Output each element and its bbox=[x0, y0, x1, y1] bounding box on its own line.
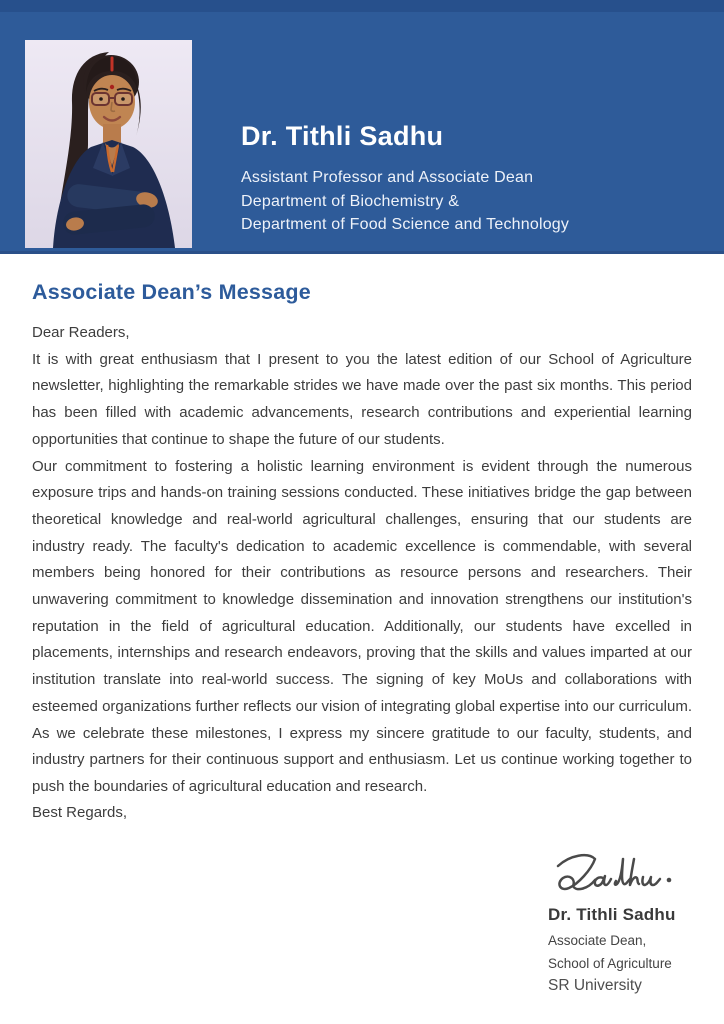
signature-block bbox=[548, 850, 708, 995]
salutation: Dear Readers, bbox=[32, 324, 130, 341]
message-body bbox=[32, 320, 692, 801]
signature-school: School of Agriculture bbox=[548, 956, 672, 971]
message-heading: Associate Dean’s Message bbox=[32, 280, 311, 304]
signature-name: Dr. Tithli Sadhu bbox=[548, 905, 676, 924]
header-band bbox=[0, 0, 724, 254]
message-paragraph-1: It is with great enthusiasm that I present to you the latest edition of our School of Agriculture newsletter, highlighting the remarkable strides we have made over the past six months. This period has been filled with academic advancements, research contributions and experiential learning opportunities that continue to shape the future of our students. bbox=[32, 350, 692, 448]
header-title-line-3: Department of Food Science and Technology bbox=[241, 216, 570, 233]
signature-university: SR University bbox=[548, 977, 642, 994]
portrait-photo bbox=[25, 40, 192, 248]
header-title-line-1: Assistant Professor and Associate Dean bbox=[241, 169, 534, 186]
header-name: Dr. Tithli Sadhu bbox=[241, 121, 444, 151]
header-text bbox=[241, 121, 569, 237]
closing-line: Best Regards, bbox=[32, 804, 128, 821]
header-title-line-2: Department of Biochemistry & bbox=[241, 192, 460, 210]
signature-image bbox=[550, 850, 676, 900]
message-paragraph-2: Our commitment to fostering a holistic learning environment is evident through the numerous exposure trips and hands-on training sessions conducted. These initiatives bridge the gap between theoretical knowledge and real-world agricultural challenges, ensuring that our students are industry ready. The faculty's dedication to academic excellence is commendable, with several members being honored for their contributions as resource persons and researchers. Their unwavering commitment to knowledge dissemination and innovation strengthens our institution's reputation in the field of agricultural education. Additionally, our students have excelled in placements, internships and research endeavors, proving that the skills and values imparted at our institution translate into real-world success. The signing of key MoUs and collaborations with esteemed organizations further reflects our vision of integrating global expertise into our curriculum. As we celebrate these milestones, I express my sincere gratitude to our faculty, students, and industry partners for their continuous support and enthusiasm. Let us continue working together to push the boundaries of agricultural education and research. bbox=[32, 457, 692, 795]
portrait-illustration bbox=[25, 40, 192, 248]
signature-role: Associate Dean, bbox=[548, 933, 647, 948]
